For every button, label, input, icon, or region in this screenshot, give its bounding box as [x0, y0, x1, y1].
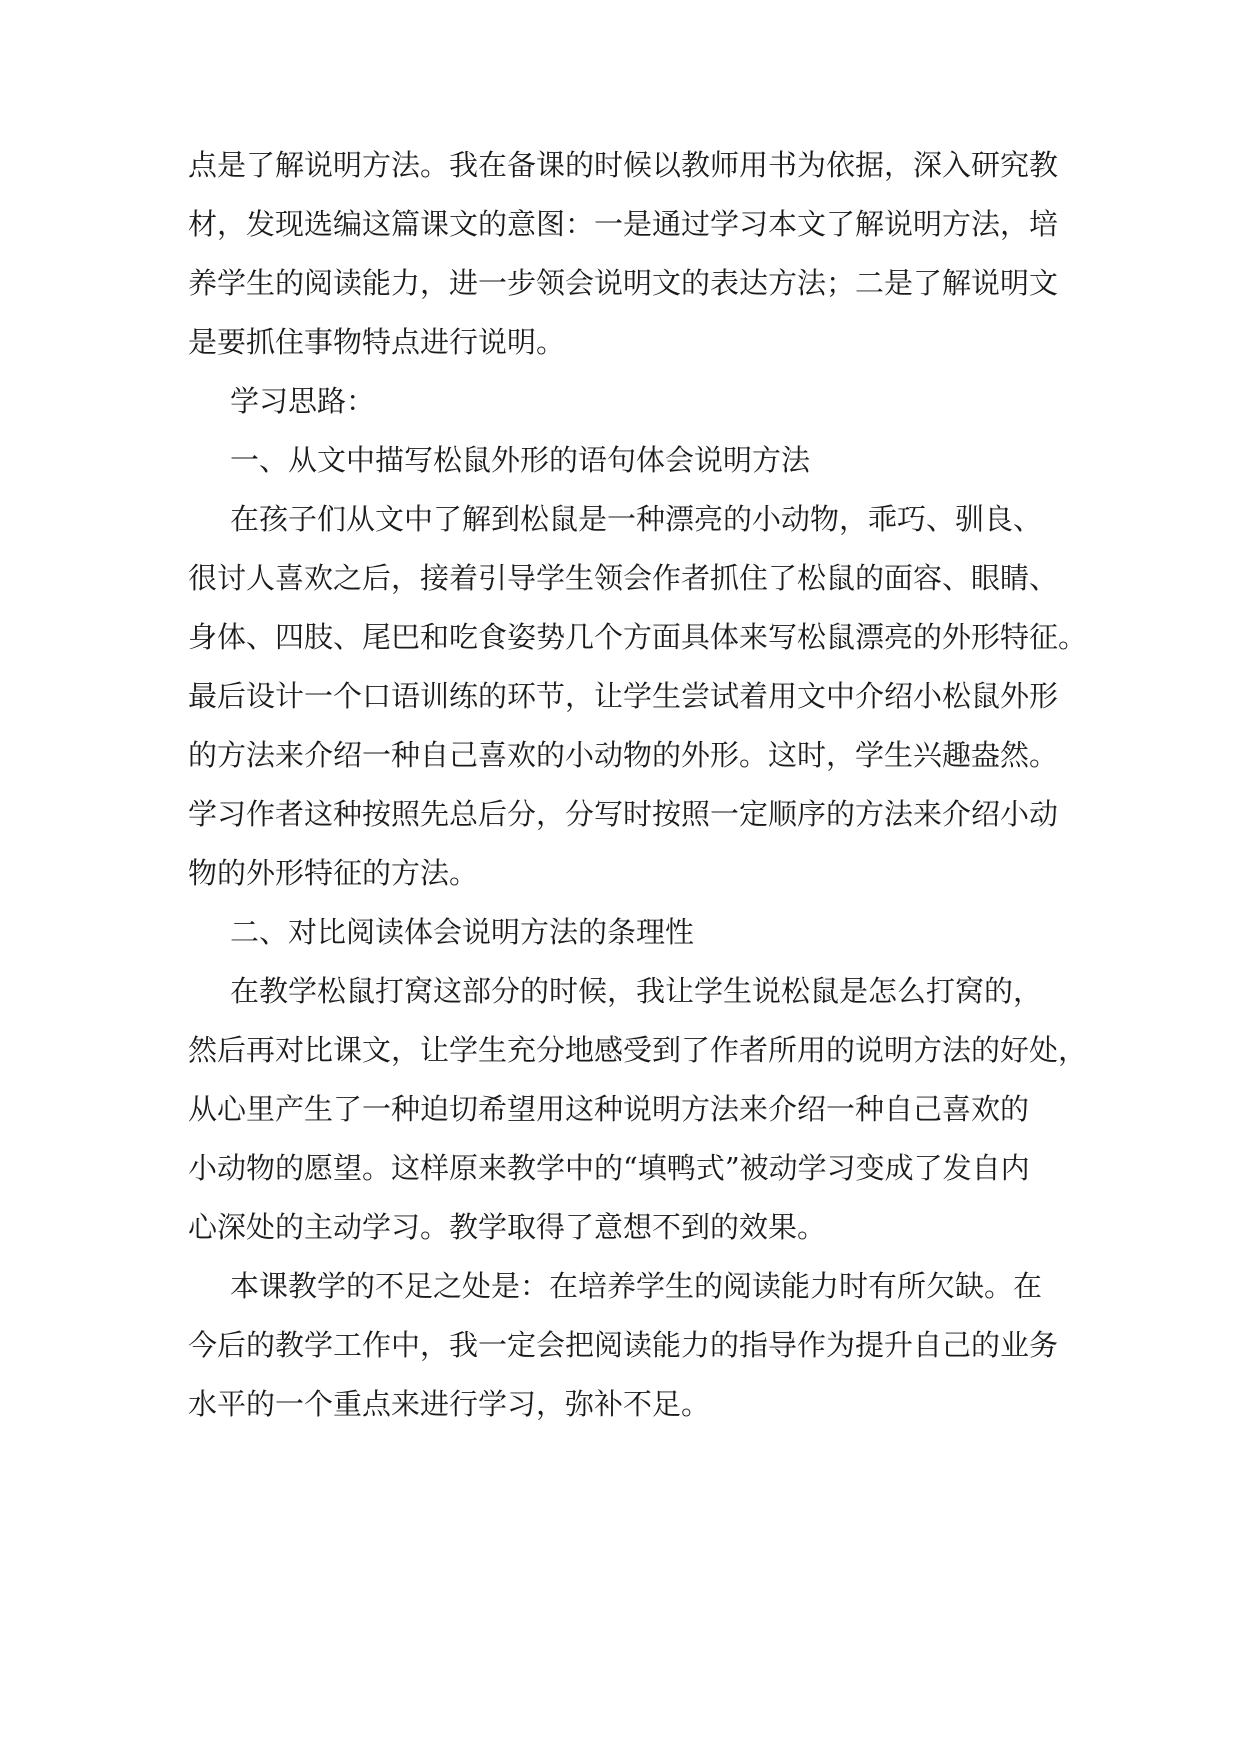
text-line: 很讨人喜欢之后，接着引导学生领会作者抓住了松鼠的面容、眼睛、: [188, 561, 1059, 595]
text-line: 在教学松鼠打窝这部分的时候，我让学生说松鼠是怎么打窝的，: [230, 974, 1043, 1008]
text-line: 点是了解说明方法。我在备课的时候以教师用书为依据，深入研究教: [188, 148, 1059, 182]
text-line: 的方法来介绍一种自己喜欢的小动物的外形。这时，学生兴趣盎然。: [188, 738, 1059, 772]
text-line: 然后再对比课文，让学生充分地感受到了作者所用的说明方法的好处，: [188, 1033, 1088, 1067]
section-heading: 二、对比阅读体会说明方法的条理性: [230, 915, 695, 949]
text-line: 水平的一个重点来进行学习，弥补不足。: [188, 1387, 711, 1421]
text-line: 在孩子们从文中了解到松鼠是一种漂亮的小动物，乖巧、驯良、: [230, 502, 1043, 536]
text-line: 物的外形特征的方法。: [188, 856, 479, 890]
document-page: [188, 0, 1088, 1754]
text-line: 小动物的愿望。这样原来教学中的“填鸭式”被动学习变成了发自内: [188, 1151, 1030, 1185]
text-line: 从心里产生了一种迫切希望用这种说明方法来介绍一种自己喜欢的: [188, 1092, 1030, 1126]
text-line: 身体、四肢、尾巴和吃食姿势几个方面具体来写松鼠漂亮的外形特征。: [188, 620, 1088, 654]
text-line: 心深处的主动学习。教学取得了意想不到的效果。: [188, 1210, 827, 1244]
section-label: 学习思路：: [230, 384, 376, 418]
text-line: 材，发现选编这篇课文的意图：一是通过学习本文了解说明方法，培: [188, 207, 1059, 241]
text-line: 最后设计一个口语训练的环节，让学生尝试着用文中介绍小松鼠外形: [188, 679, 1059, 713]
section-heading: 一、从文中描写松鼠外形的语句体会说明方法: [230, 443, 811, 477]
text-line: 养学生的阅读能力，进一步领会说明文的表达方法；二是了解说明文: [188, 266, 1059, 300]
text-line: 本课教学的不足之处是：在培养学生的阅读能力时有所欠缺。在: [230, 1269, 1043, 1303]
text-line: 今后的教学工作中，我一定会把阅读能力的指导作为提升自己的业务: [188, 1328, 1059, 1362]
text-line: 学习作者这种按照先总后分，分写时按照一定顺序的方法来介绍小动: [188, 797, 1059, 831]
text-line: 是要抓住事物特点进行说明。: [188, 325, 566, 359]
